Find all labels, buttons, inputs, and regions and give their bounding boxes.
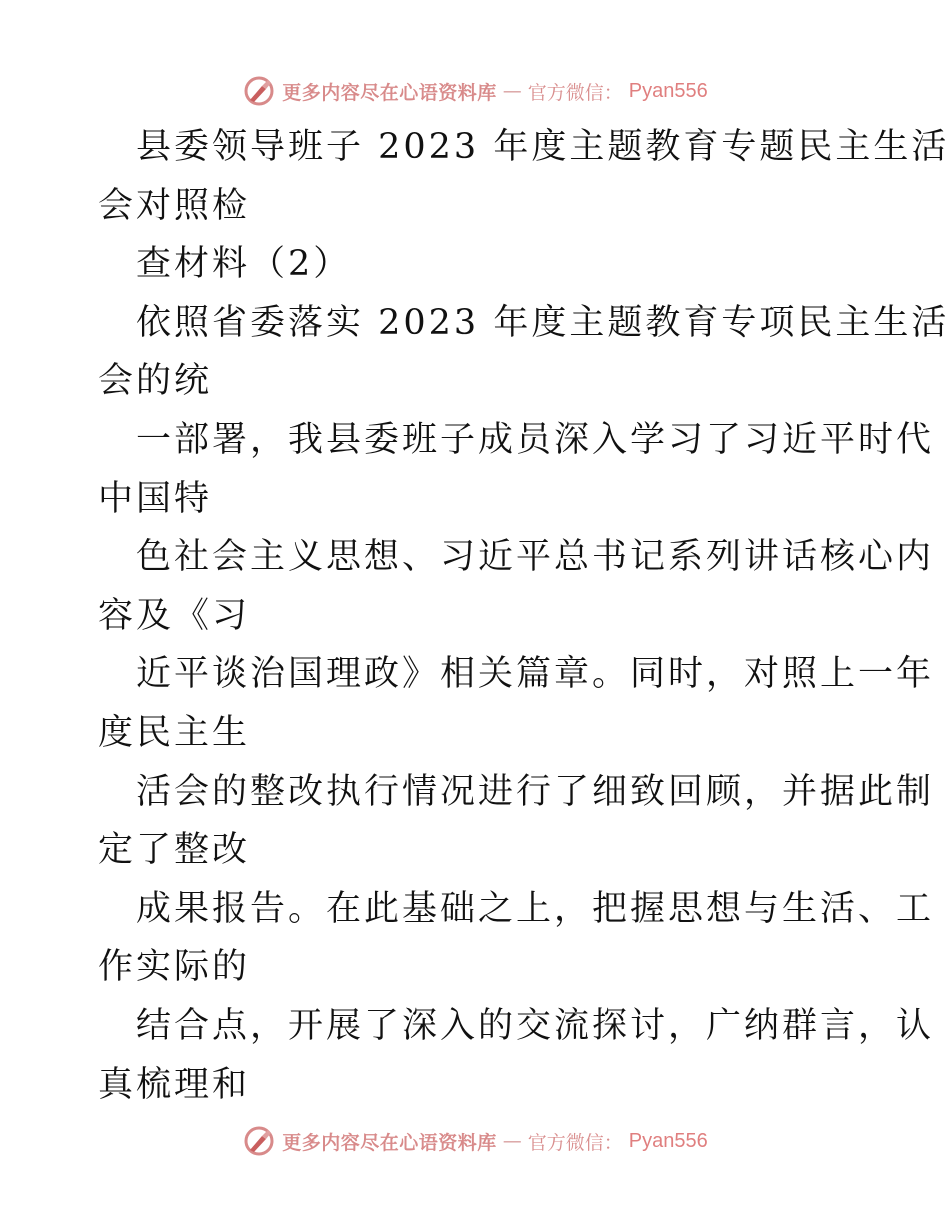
paragraph-line: 容及《习 bbox=[98, 595, 251, 636]
footer-wechat-label: 官方微信： bbox=[527, 1131, 623, 1154]
header-watermark-banner bbox=[0, 71, 950, 111]
paragraph-line: 中国特 bbox=[98, 478, 213, 519]
footer-watermark-separator: — bbox=[502, 1130, 522, 1152]
footer-wechat-id: Pyan556 bbox=[628, 1129, 708, 1152]
footer-watermark-text: 更多内容尽在心语资料库 bbox=[282, 1131, 497, 1154]
paragraph-line: 真梳理和 bbox=[98, 1064, 251, 1105]
footer-watermark-banner bbox=[0, 1121, 950, 1161]
header-wechat-label: 官方微信： bbox=[527, 81, 623, 104]
paragraph-line: 作实际的 bbox=[98, 947, 251, 988]
pen-circle-logo-icon bbox=[242, 74, 276, 108]
paragraph-line: 色社会主义思想、习近平总书记系列讲话核心内 bbox=[136, 537, 935, 578]
paragraph-line: 一部署，我县委班子成员深入学习了习近平时代 bbox=[136, 419, 935, 460]
title-line-3: 查材料（2） bbox=[136, 244, 352, 285]
header-wechat-id: Pyan556 bbox=[628, 79, 708, 102]
paragraph-line: 结合点，开展了深入的交流探讨，广纳群言，认 bbox=[136, 1005, 935, 1046]
pen-circle-logo-icon bbox=[242, 1124, 276, 1158]
document-body bbox=[98, 118, 950, 1114]
paragraph-line: 活会的整改执行情况进行了细致回顾，并据此制 bbox=[136, 771, 935, 812]
title-line-1: 县委领导班子 2023 年度主题教育专题民主生活 bbox=[136, 127, 950, 167]
paragraph-line: 依照省委落实 2023 年度主题教育专项民主生活 bbox=[136, 302, 950, 343]
paragraph-line: 近平谈治国理政》相关篇章。同时，对照上一年 bbox=[136, 654, 935, 695]
paragraph-line: 定了整改 bbox=[98, 830, 251, 871]
title-line-2: 会对照检 bbox=[98, 185, 251, 226]
paragraph-line: 度民主生 bbox=[98, 712, 251, 753]
paragraph-line: 会的统 bbox=[98, 361, 213, 402]
paragraph-line: 成果报告。在此基础之上，把握思想与生活、工 bbox=[136, 888, 935, 929]
header-watermark-text: 更多内容尽在心语资料库 bbox=[282, 81, 497, 104]
header-watermark-separator: — bbox=[502, 80, 522, 102]
